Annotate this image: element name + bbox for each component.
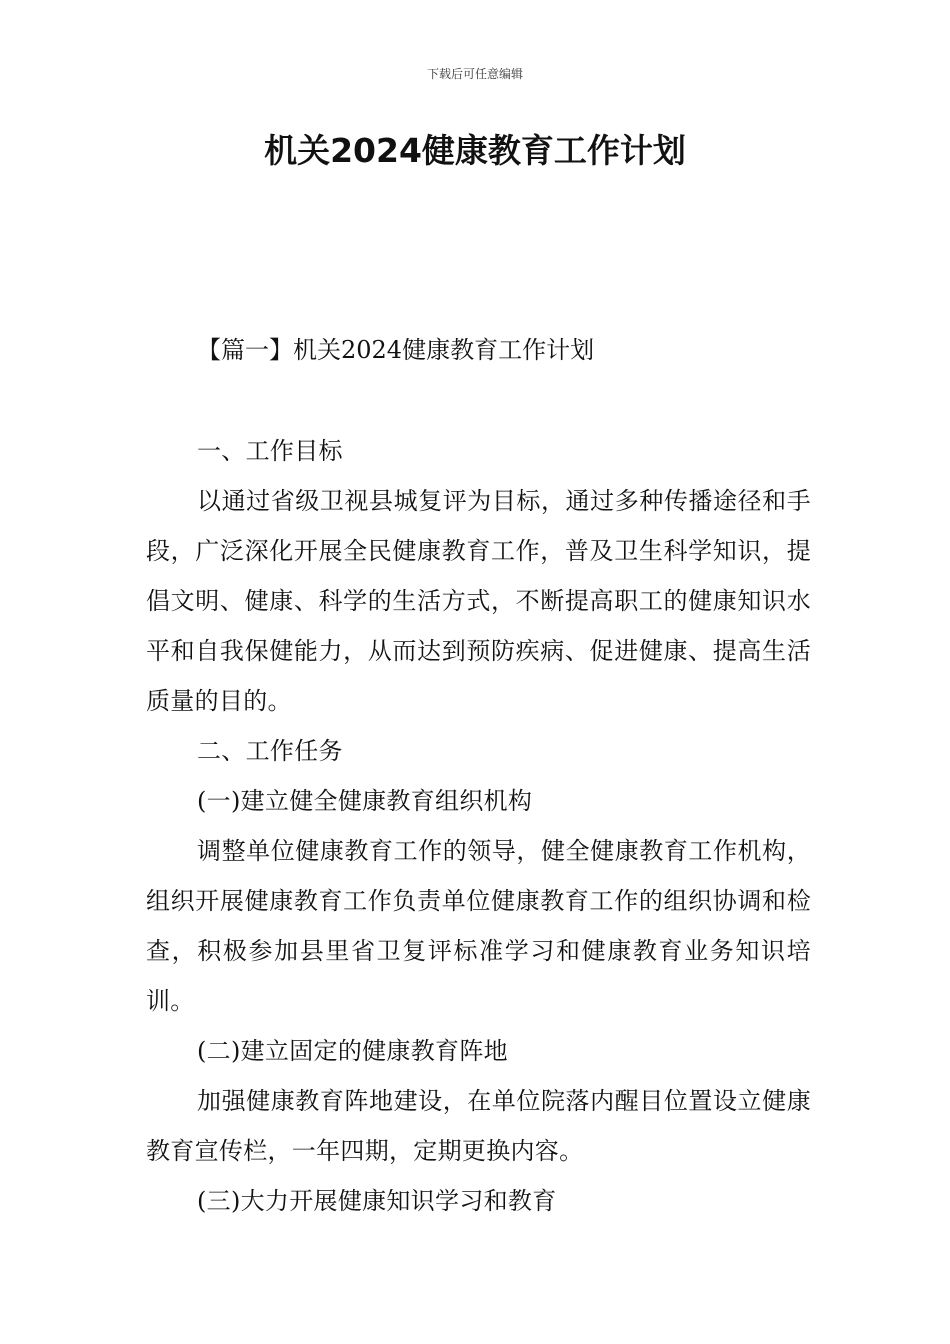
header-note: 下载后可任意编辑: [426, 67, 523, 81]
heading-work-tasks: 二、工作任务: [197, 737, 343, 765]
heading-task-3: (三)大力开展健康知识学习和教育: [197, 1187, 557, 1215]
section-subtitle: 【篇一】机关2024健康教育工作计划: [197, 336, 595, 364]
paragraph-task-2: 加强健康教育阵地建设，在单位院落内醒目位置设立健康教育宣传栏，一年四期，定期更换内容。: [146, 1087, 811, 1165]
document-title: 机关2024健康教育工作计划: [264, 131, 686, 170]
heading-work-goal: 一、工作目标: [197, 437, 343, 465]
paragraph-task-1: 调整单位健康教育工作的领导，健全健康教育工作机构，组织开展健康教育工作负责单位健康教育工作的组织协调和检查，积极参加县里省卫复评标准学习和健康教育业务知识培训。: [146, 837, 811, 1015]
paragraph-work-goal: 以通过省级卫视县城复评为目标，通过多种传播途径和手段，广泛深化开展全民健康教育工作，普及卫生科学知识，提倡文明、健康、科学的生活方式，不断提高职工的健康知识水平和自我保健能力，从而达到预防疾病、促进健康、提高生活质量的目的。: [146, 487, 811, 715]
heading-task-1: (一)建立健全健康教育组织机构: [197, 787, 533, 815]
heading-task-2: (二)建立固定的健康教育阵地: [197, 1037, 508, 1065]
document-body: [146, 426, 811, 1226]
